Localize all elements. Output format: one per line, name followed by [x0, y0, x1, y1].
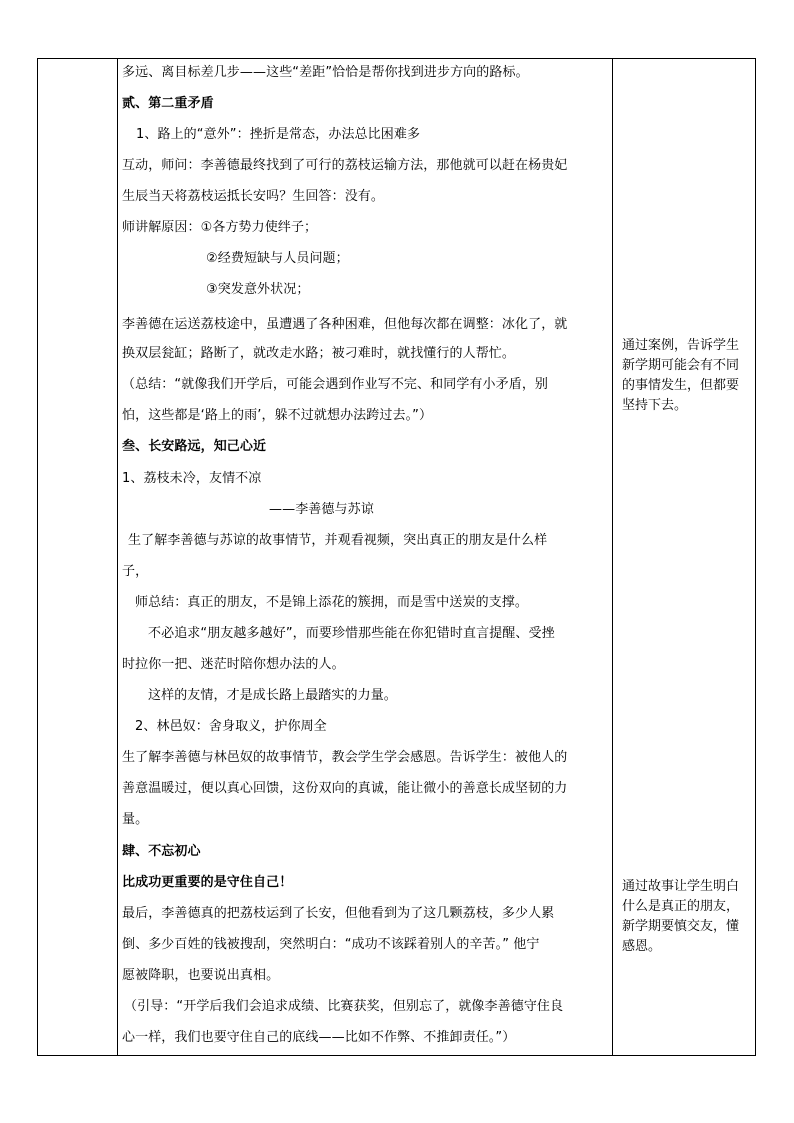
- section-heading-4: 肆、不忘初心: [122, 844, 201, 859]
- column-divider-1: [117, 58, 118, 1056]
- text-line: 心一样，我们也要守住自己的底线——比如不作弊、不推卸责任。”）: [122, 1030, 516, 1045]
- text-line: 互动，师问：李善德最终找到了可行的荔枝运输方法，那他就可以赶在杨贵妃: [122, 158, 568, 173]
- section-heading-3: 叁、长安路远，知己心近: [122, 439, 267, 454]
- lesson-process-cell: [122, 58, 612, 1056]
- list-item: ②经费短缺与人员问题；: [206, 251, 349, 266]
- text-line: 时拉你一把、迷茫时陪你想办法的人。: [122, 657, 345, 672]
- text-line: 生了解李善德与林邑奴的故事情节，教会学生学会感恩。告诉学生：被他人的: [122, 750, 568, 765]
- subheading: 1、路上的“意外”：挫折是常态，办法总比困难多: [136, 127, 421, 142]
- note-line: 坚持下去。: [622, 398, 688, 413]
- text-line: 师总结：真正的朋友，不是锦上添花的簇拥，而是雪中送炭的支撑。: [135, 595, 529, 610]
- note-line: 感恩。: [622, 939, 662, 954]
- text-line: 量。: [122, 812, 149, 827]
- note-line: 什么是真正的朋友，: [622, 899, 740, 914]
- text-line: 不必追求“朋友越多越好”，而要珍惜那些能在你犯错时直言提醒、受挫: [148, 626, 555, 641]
- text-line: 这样的友情，才是成长路上最踏实的力量。: [148, 688, 397, 703]
- subheading: 1、荔枝未冷，友情不凉: [122, 471, 262, 486]
- note-line: 新学期要慎交友，懂: [622, 919, 740, 934]
- note-line: 的事情发生，但都要: [622, 378, 740, 393]
- note-line: 通过案例，告诉学生: [622, 338, 740, 353]
- text-line: 换双层瓮缸；路断了，就改走水路；被刁难时，就找懂行的人帮忙。: [122, 346, 516, 361]
- lesson-table: [37, 58, 756, 1056]
- emphasis-line: 比成功更重要的是守住自己！: [122, 875, 293, 890]
- table-border-left: [37, 58, 38, 1056]
- text-line: 子，: [122, 564, 149, 579]
- section-heading-2: 贰、第二重矛盾: [122, 96, 214, 111]
- text-line: （引导：“开学后我们会追求成绩、比赛获奖，但别忘了，就像李善德守住良: [124, 999, 564, 1014]
- text-line: 善意温暖过，便以真心回馈，这份双向的真诚，能让微小的善意长成坚韧的力: [122, 781, 568, 796]
- list-item: ③突发意外状况；: [206, 282, 310, 297]
- note-line: 通过故事让学生明白: [622, 879, 740, 894]
- text-line: 最后，李善德真的把荔枝运到了长安，但他看到为了这几颗荔枝，多少人累: [122, 906, 555, 921]
- text-line: 愿被降职，也要说出真相。: [122, 968, 280, 983]
- text-line: 生了解李善德与苏谅的故事情节，并观看视频，突出真正的朋友是什么样: [128, 533, 548, 548]
- text-line: （总结：“就像我们开学后，可能会遇到作业写不完、和同学有小矛盾，别: [122, 377, 549, 392]
- column-divider-2: [612, 58, 613, 1056]
- text-line: 生辰当天将荔枝运抵长安吗？生回答：没有。: [122, 189, 385, 204]
- subheading: 2、林邑奴：舍身取义，护你周全: [135, 719, 327, 734]
- text-line: 倒、多少百姓的钱被搜刮，突然明白：“成功不该踩着别人的辛苦。” 他宁: [122, 937, 540, 952]
- subtitle-line: ——李善德与苏谅: [269, 502, 374, 517]
- text-line: 师讲解原因：①各方势力使绊子；: [122, 220, 318, 235]
- text-line: 李善德在运送荔枝途中，虽遭遇了各种困难，但他每次都在调整：冰化了，就: [122, 317, 568, 332]
- text-line: 多远、离目标差几步——这些“差距”恰恰是帮你找到进步方向的路标。: [122, 65, 529, 80]
- design-intent-cell: [622, 58, 756, 1056]
- note-line: 新学期可能会有不同: [622, 358, 740, 373]
- text-line: 怕，这些都是‘路上的雨’，躲不过就想办法跨过去。”）: [122, 408, 433, 423]
